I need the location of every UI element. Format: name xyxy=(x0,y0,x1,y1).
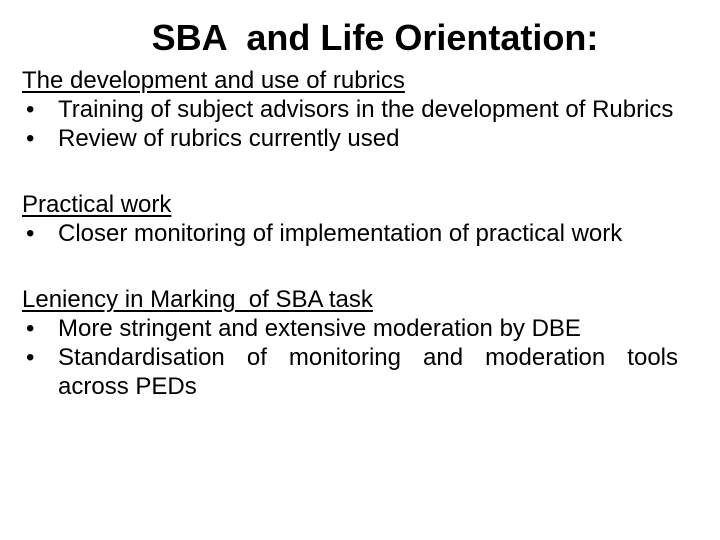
slide-body xyxy=(22,66,678,438)
section-leniency xyxy=(22,285,678,401)
section-heading-practical-work: Practical work xyxy=(22,191,172,218)
section-heading-rubrics: The development and use of rubrics xyxy=(22,67,405,94)
bullet-list-leniency xyxy=(22,314,678,401)
bullet-item: • Closer monitoring of implementation of practical work xyxy=(22,219,678,248)
bullet-item: • Standardisation of monitoring and moderation tools across PEDs xyxy=(22,343,678,401)
section-heading-leniency: Leniency in Marking of SBA task xyxy=(22,286,373,313)
bullet-list-rubrics xyxy=(22,95,678,153)
section-practical-work xyxy=(22,190,678,248)
bullet-item: • More stringent and extensive moderation by DBE xyxy=(22,314,678,343)
slide-title: SBA and Life Orientation: xyxy=(151,17,599,58)
bullet-item: • Training of subject advisors in the development of Rubrics xyxy=(22,95,678,124)
bullet-list-practical-work xyxy=(22,219,678,248)
bullet-item: • Review of rubrics currently used xyxy=(22,124,678,153)
section-rubrics xyxy=(22,66,678,153)
